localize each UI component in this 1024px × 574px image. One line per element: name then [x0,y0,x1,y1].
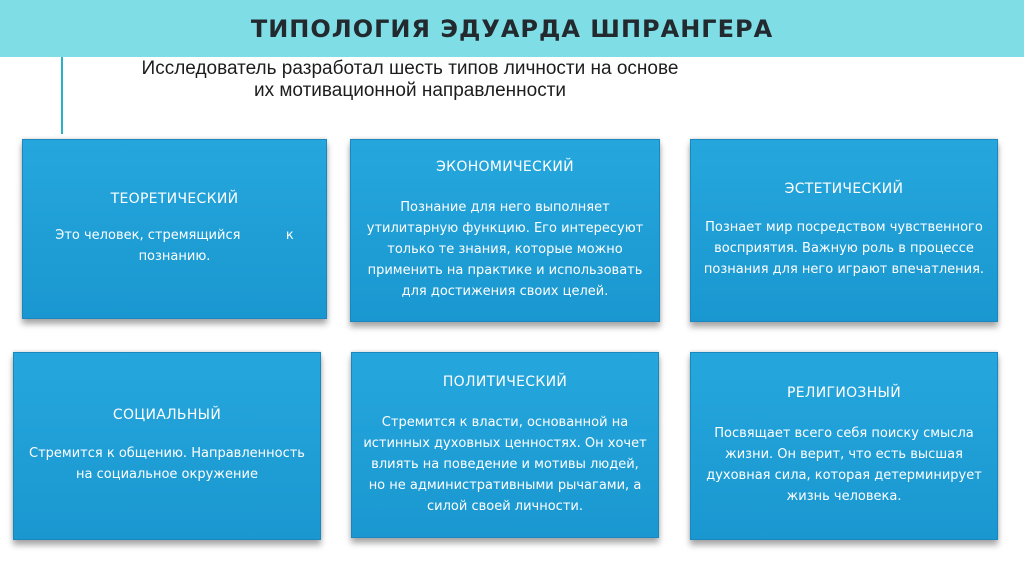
desc-line: истинных духовных ценностях. Он хочет [363,435,647,451]
card-description [55,225,293,267]
desc-line: но не административными рычагами, а [368,477,642,493]
title-banner [0,0,1024,57]
desc-line: Посвящает всего себя поиску смысла [714,426,974,441]
desc-line: жизнь человека. [786,489,902,504]
desc-line: влиять на поведение и мотивы людей, [371,456,639,472]
card-title: ТЕОРЕТИЧЕСКИЙ [110,191,239,207]
card-description [367,197,643,302]
desc-line: Познает мир посредством чувственного [705,220,983,235]
desc-line: восприятия. Важную роль в процессе [714,241,974,256]
card-description [706,423,982,507]
card-theoretical [22,139,327,319]
card-aesthetic [690,139,998,322]
desc-line: познания для него играют впечатления. [703,262,985,277]
desc-line: силой своей личности. [427,498,583,514]
desc-line: только те знания, которые можно [387,242,623,257]
desc-line: Это человек, стремящийся к [55,228,294,243]
card-title: СОЦИАЛЬНЫЙ [112,407,222,423]
card-religious [690,352,998,540]
card-title: ЭСТЕТИЧЕСКИЙ [784,181,904,197]
accent-vertical-line [61,57,63,134]
desc-line: утилитарную функцию. Его интересуют [366,221,644,236]
desc-line: на социальное окружение [76,467,258,482]
card-title: РЕЛИГИОЗНЫЙ [787,385,901,401]
card-description [363,412,646,517]
intro-line-1: Исследователь разработал шесть типов личности на основе [141,58,679,79]
card-title: ЭКОНОМИЧЕСКИЙ [436,159,574,175]
card-political [351,352,659,538]
desc-line: Стремится к власти, основанной на [381,414,629,430]
card-social [13,352,321,540]
page-title: ТИПОЛОГИЯ ЭДУАРДА ШПРАНГЕРА [250,14,774,43]
desc-line: Стремится к общению. Направленность [29,446,305,461]
card-description [704,217,984,280]
desc-line: для достижения своих целей. [401,284,609,299]
desc-line: жизни. Он верит, что есть высшая [725,447,963,462]
desc-line: познанию. [138,249,211,264]
card-title: ПОЛИТИЧЕСКИЙ [442,373,568,390]
intro-text [90,58,730,102]
desc-line: Познание для него выполняет [400,200,610,215]
card-description [29,443,305,485]
card-economic [350,139,660,322]
desc-line: духовная сила, которая детерминирует [706,468,982,483]
intro-line-2: их мотивационной направленности [253,80,567,101]
desc-line: применить на практике и использовать [367,263,643,278]
